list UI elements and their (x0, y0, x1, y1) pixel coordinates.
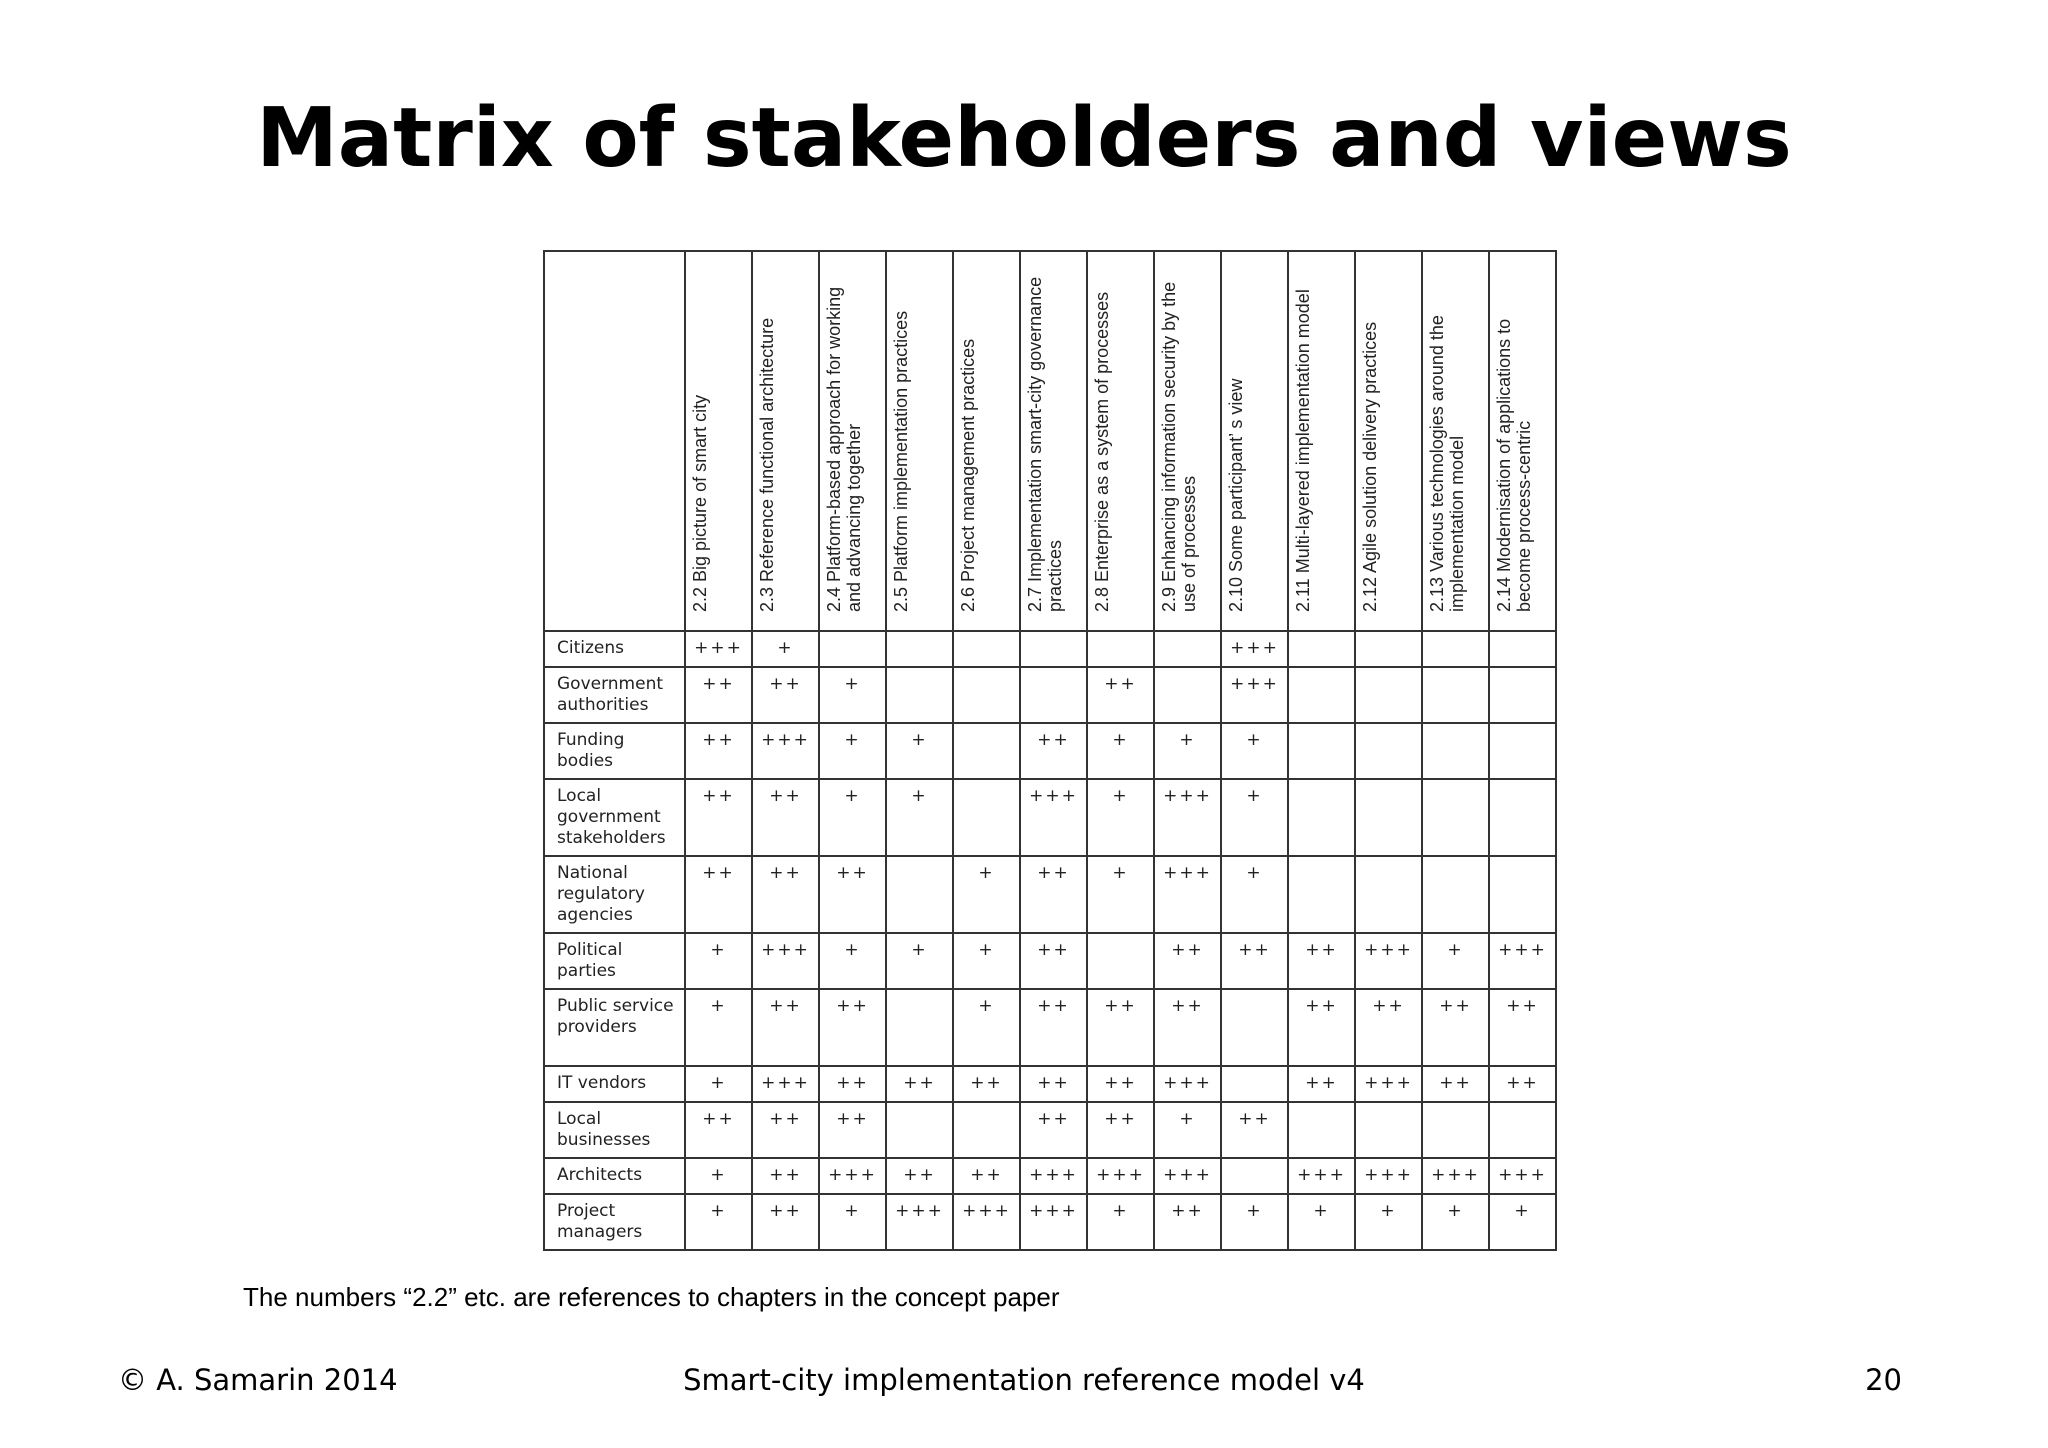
relevance-cell (1422, 631, 1489, 667)
relevance-cell: + (685, 989, 752, 1066)
relevance-cell: ++ (1020, 989, 1087, 1066)
table-row (544, 856, 1556, 933)
relevance-cell: + (886, 933, 953, 989)
view-header (819, 251, 886, 631)
view-header-label: 2.14 Modernisation of applications to become process-centric (1494, 318, 1534, 612)
relevance-cell: +++ (1020, 779, 1087, 856)
table-row (544, 723, 1556, 779)
relevance-cell: +++ (1422, 1158, 1489, 1194)
relevance-cell (953, 667, 1020, 723)
relevance-cell: ++ (1355, 989, 1422, 1066)
view-header (886, 251, 953, 631)
relevance-cell: + (819, 779, 886, 856)
relevance-cell: +++ (953, 1194, 1020, 1250)
relevance-cell (1355, 856, 1422, 933)
relevance-cell: ++ (1422, 989, 1489, 1066)
relevance-cell (886, 989, 953, 1066)
relevance-cell: +++ (752, 1066, 819, 1102)
relevance-cell: + (685, 1194, 752, 1250)
relevance-cell: ++ (685, 723, 752, 779)
relevance-cell (1087, 933, 1154, 989)
relevance-cell: ++ (1087, 1066, 1154, 1102)
relevance-cell: ++ (886, 1066, 953, 1102)
relevance-cell: ++ (1020, 933, 1087, 989)
relevance-cell: ++ (819, 1066, 886, 1102)
stakeholder-name: IT vendors (544, 1066, 685, 1102)
view-header (1288, 251, 1355, 631)
relevance-cell: ++ (1422, 1066, 1489, 1102)
relevance-cell (1288, 779, 1355, 856)
stakeholder-name: Local government stakeholders (544, 779, 685, 856)
relevance-cell: + (1288, 1194, 1355, 1250)
relevance-cell: +++ (685, 631, 752, 667)
relevance-cell: ++ (953, 1158, 1020, 1194)
relevance-cell: + (1154, 1102, 1221, 1158)
relevance-cell (1020, 667, 1087, 723)
relevance-cell: ++ (1020, 856, 1087, 933)
relevance-cell (1288, 856, 1355, 933)
relevance-cell: +++ (1154, 779, 1221, 856)
relevance-cell: +++ (819, 1158, 886, 1194)
relevance-cell: ++ (1489, 989, 1556, 1066)
relevance-cell (886, 1102, 953, 1158)
relevance-cell (1422, 779, 1489, 856)
relevance-cell: ++ (1154, 1194, 1221, 1250)
relevance-cell (953, 631, 1020, 667)
view-header-label: 2.3 Reference functional architecture (757, 317, 777, 612)
relevance-cell (1355, 631, 1422, 667)
view-header (1154, 251, 1221, 631)
relevance-cell (1489, 631, 1556, 667)
view-header-rotator (1025, 242, 1065, 612)
view-header (1422, 251, 1489, 631)
relevance-cell: ++ (1020, 1066, 1087, 1102)
relevance-cell (886, 667, 953, 723)
relevance-cell (1355, 667, 1422, 723)
view-header-rotator (958, 242, 978, 612)
relevance-cell: + (1087, 1194, 1154, 1250)
stakeholder-name: Government authorities (544, 667, 685, 723)
relevance-cell: ++ (752, 856, 819, 933)
relevance-cell: ++ (1288, 933, 1355, 989)
view-header-rotator (824, 242, 864, 612)
relevance-cell: + (1489, 1194, 1556, 1250)
relevance-cell: + (953, 933, 1020, 989)
relevance-cell: +++ (1154, 856, 1221, 933)
relevance-cell: ++ (752, 779, 819, 856)
relevance-cell: ++ (819, 856, 886, 933)
relevance-cell (1154, 631, 1221, 667)
matrix-header-row (544, 251, 1556, 631)
relevance-cell: + (752, 631, 819, 667)
relevance-cell: +++ (1355, 1066, 1422, 1102)
stakeholder-name: Local businesses (544, 1102, 685, 1158)
table-row (544, 1102, 1556, 1158)
stakeholder-name: Citizens (544, 631, 685, 667)
relevance-cell: +++ (1221, 667, 1288, 723)
relevance-cell: ++ (685, 667, 752, 723)
relevance-cell (1489, 1102, 1556, 1158)
relevance-cell (1221, 1066, 1288, 1102)
relevance-cell: ++ (752, 989, 819, 1066)
page-number: 20 (1865, 1363, 1902, 1397)
view-header (752, 251, 819, 631)
relevance-cell: + (1422, 1194, 1489, 1250)
relevance-cell (1020, 631, 1087, 667)
stakeholder-name: Funding bodies (544, 723, 685, 779)
relevance-cell: +++ (1020, 1158, 1087, 1194)
view-header-rotator (690, 242, 710, 612)
view-header-label: 2.11 Multi-layered implementation model (1293, 289, 1313, 612)
table-row (544, 1194, 1556, 1250)
relevance-cell: + (1154, 723, 1221, 779)
relevance-cell: +++ (1489, 1158, 1556, 1194)
relevance-cell: + (819, 1194, 886, 1250)
view-header-rotator (1092, 242, 1112, 612)
relevance-cell (1422, 667, 1489, 723)
relevance-cell: + (819, 667, 886, 723)
relevance-cell: ++ (886, 1158, 953, 1194)
view-header (685, 251, 752, 631)
relevance-cell: +++ (886, 1194, 953, 1250)
relevance-cell: +++ (752, 723, 819, 779)
relevance-cell: +++ (1355, 1158, 1422, 1194)
view-header-label: 2.12 Agile solution delivery practices (1360, 321, 1380, 612)
relevance-cell: + (819, 933, 886, 989)
relevance-cell: + (1087, 856, 1154, 933)
relevance-cell: ++ (1288, 989, 1355, 1066)
table-row (544, 933, 1556, 989)
relevance-cell: + (1221, 856, 1288, 933)
relevance-cell: +++ (752, 933, 819, 989)
relevance-cell: +++ (1221, 631, 1288, 667)
relevance-cell: ++ (1087, 989, 1154, 1066)
view-header-rotator (1494, 242, 1534, 612)
relevance-cell: ++ (819, 989, 886, 1066)
view-header (1489, 251, 1556, 631)
view-header-rotator (757, 242, 777, 612)
view-header (1221, 251, 1288, 631)
table-row (544, 1158, 1556, 1194)
relevance-cell: + (1087, 723, 1154, 779)
stakeholder-name: Public service providers (544, 989, 685, 1066)
relevance-cell: ++ (1288, 1066, 1355, 1102)
relevance-cell: + (1422, 933, 1489, 989)
relevance-cell (1288, 667, 1355, 723)
view-header-label: 2.8 Enterprise as a system of processes (1092, 291, 1112, 612)
relevance-cell: + (1221, 723, 1288, 779)
stakeholder-name: Project managers (544, 1194, 685, 1250)
view-header-label: 2.5 Platform implementation practices (891, 310, 911, 612)
relevance-cell: ++ (752, 1158, 819, 1194)
relevance-cell (1355, 723, 1422, 779)
relevance-cell (1489, 856, 1556, 933)
view-header-rotator (1360, 242, 1380, 612)
relevance-cell: ++ (685, 1102, 752, 1158)
relevance-cell (1221, 1158, 1288, 1194)
relevance-cell: ++ (953, 1066, 1020, 1102)
relevance-cell: ++ (1020, 1102, 1087, 1158)
relevance-cell: ++ (1154, 933, 1221, 989)
relevance-cell: + (886, 779, 953, 856)
table-row (544, 989, 1556, 1066)
relevance-cell: + (1355, 1194, 1422, 1250)
footnote: The numbers “2.2” etc. are references to chapters in the concept paper (243, 1282, 1060, 1312)
view-header-label: 2.2 Big picture of smart city (690, 394, 710, 612)
relevance-cell: +++ (1489, 933, 1556, 989)
footer-copyright: © A. Samarin 2014 (118, 1363, 398, 1397)
relevance-cell: ++ (685, 856, 752, 933)
matrix-body (544, 631, 1556, 1250)
table-row (544, 779, 1556, 856)
relevance-cell: + (819, 723, 886, 779)
relevance-cell (1422, 1102, 1489, 1158)
relevance-cell: +++ (1154, 1066, 1221, 1102)
relevance-cell (886, 856, 953, 933)
relevance-cell (1288, 1102, 1355, 1158)
view-header-rotator (1427, 242, 1467, 612)
relevance-cell: + (685, 933, 752, 989)
view-header (953, 251, 1020, 631)
view-header-label: 2.7 Implementation smart-city governance practices (1025, 276, 1065, 612)
relevance-cell (1489, 723, 1556, 779)
view-header-label: 2.13 Various technologies around the implementation model (1427, 315, 1467, 612)
relevance-cell (886, 631, 953, 667)
slide-title: Matrix of stakeholders and views (256, 91, 1792, 186)
table-row (544, 667, 1556, 723)
stakeholder-name: Political parties (544, 933, 685, 989)
relevance-cell: ++ (752, 1194, 819, 1250)
view-header-label: 2.10 Some participant’ s view (1226, 378, 1246, 612)
relevance-cell: +++ (1355, 933, 1422, 989)
relevance-cell: + (1087, 779, 1154, 856)
relevance-cell (1288, 631, 1355, 667)
relevance-cell: ++ (819, 1102, 886, 1158)
relevance-cell (819, 631, 886, 667)
relevance-cell: + (685, 1066, 752, 1102)
view-header-rotator (891, 242, 911, 612)
relevance-cell: ++ (752, 667, 819, 723)
relevance-cell: ++ (1087, 667, 1154, 723)
relevance-cell: ++ (752, 1102, 819, 1158)
stakeholder-name: National regulatory agencies (544, 856, 685, 933)
relevance-cell: + (953, 856, 1020, 933)
relevance-cell (1422, 856, 1489, 933)
view-header (1355, 251, 1422, 631)
relevance-cell (1154, 667, 1221, 723)
relevance-cell: + (1221, 779, 1288, 856)
view-header-rotator (1226, 242, 1246, 612)
relevance-cell (1221, 989, 1288, 1066)
table-row (544, 631, 1556, 667)
relevance-cell: ++ (1221, 933, 1288, 989)
relevance-cell (1489, 779, 1556, 856)
relevance-cell: +++ (1087, 1158, 1154, 1194)
relevance-cell: +++ (1288, 1158, 1355, 1194)
stakeholder-name: Architects (544, 1158, 685, 1194)
view-header-rotator (1293, 242, 1313, 612)
matrix-corner-cell (544, 251, 685, 631)
relevance-cell: ++ (1489, 1066, 1556, 1102)
relevance-cell (1355, 1102, 1422, 1158)
relevance-cell (953, 779, 1020, 856)
relevance-cell: ++ (1020, 723, 1087, 779)
relevance-cell: + (953, 989, 1020, 1066)
view-header (1020, 251, 1087, 631)
stakeholder-view-matrix (543, 250, 1557, 1251)
relevance-cell: ++ (685, 779, 752, 856)
relevance-cell (953, 723, 1020, 779)
relevance-cell: +++ (1154, 1158, 1221, 1194)
relevance-cell: ++ (1221, 1102, 1288, 1158)
view-header-label: 2.6 Project management practices (958, 338, 978, 612)
relevance-cell (1422, 723, 1489, 779)
relevance-cell: ++ (1154, 989, 1221, 1066)
relevance-cell (1087, 631, 1154, 667)
table-row (544, 1066, 1556, 1102)
relevance-cell (1288, 723, 1355, 779)
relevance-cell: + (1221, 1194, 1288, 1250)
relevance-cell: +++ (1020, 1194, 1087, 1250)
relevance-cell (1489, 667, 1556, 723)
relevance-cell (1355, 779, 1422, 856)
relevance-cell: + (685, 1158, 752, 1194)
view-header-rotator (1159, 242, 1199, 612)
view-header-label: 2.9 Enhancing information security by the use of processes (1159, 281, 1199, 612)
relevance-cell: + (886, 723, 953, 779)
relevance-cell: ++ (1087, 1102, 1154, 1158)
view-header-label: 2.4 Platform-based approach for working and advancing together (824, 286, 864, 612)
footer-presentation-title: Smart-city implementation reference model v4 (683, 1363, 1365, 1397)
relevance-cell (953, 1102, 1020, 1158)
view-header (1087, 251, 1154, 631)
